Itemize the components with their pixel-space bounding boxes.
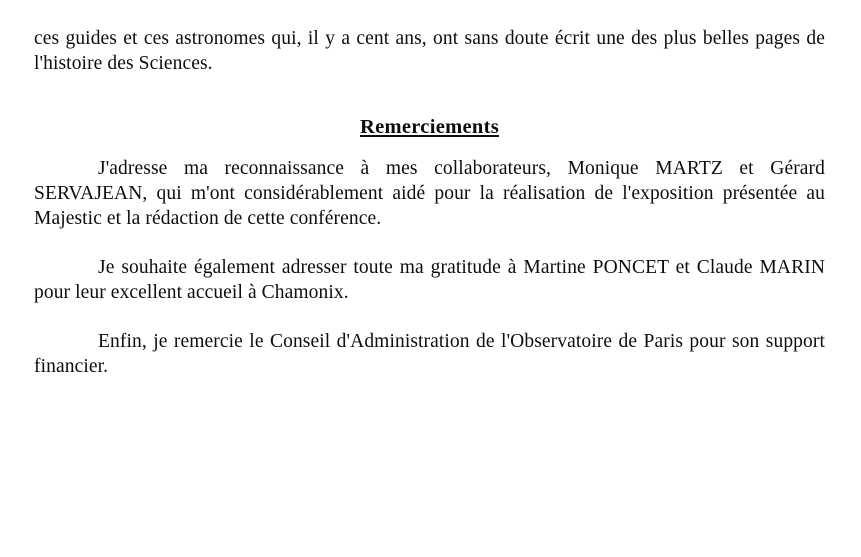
spacer — [34, 90, 825, 96]
spacer — [34, 319, 825, 329]
acknowledgement-chamonix-paragraph: Je souhaite également adresser toute ma gratitude à Martine PONCET et Claude MARIN pour leur excellent accueil à Chamonix. — [34, 257, 825, 303]
acknowledgement-collaborators-paragraph: J'adresse ma reconnaissance à mes collaborateurs, Monique MARTZ et Gérard SERVAJEAN, qui m'ont considérablement aidé pour la réalisation de l'exposition présentée au Majestic et la rédaction de cette conférence. — [34, 158, 825, 229]
section-heading-remerciements: Remerciements — [360, 116, 499, 138]
spacer — [34, 245, 825, 255]
opening-paragraph: ces guides et ces astronomes qui, il y a cent ans, ont sans doute écrit une des plus belles pages de l'histoire des Sciences. — [34, 28, 825, 74]
acknowledgement-funding-paragraph: Enfin, je remercie le Conseil d'Administration de l'Observatoire de Paris pour son support financier. — [34, 331, 825, 377]
